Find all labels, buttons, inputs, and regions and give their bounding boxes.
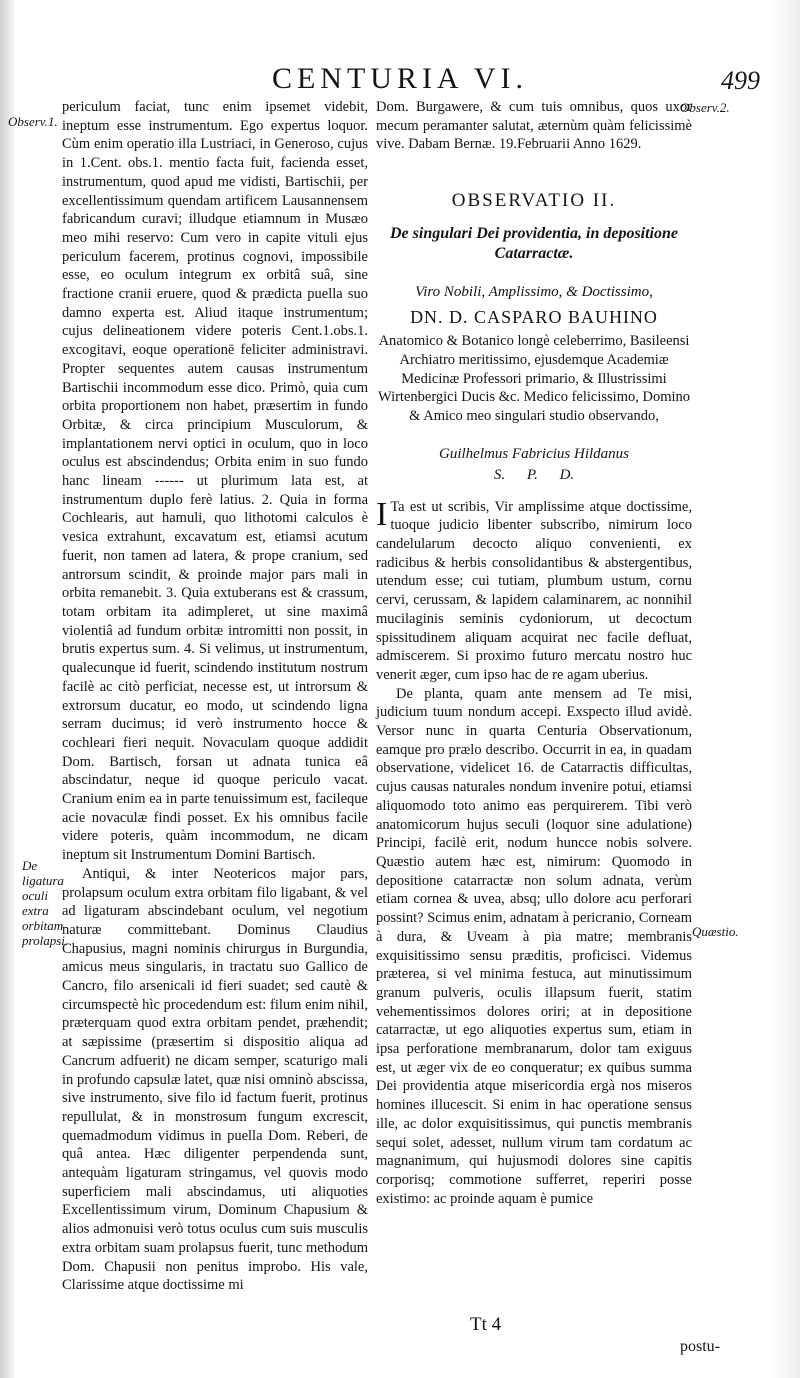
catchword: postu- xyxy=(680,1338,720,1355)
recipient-description: Anatomico & Botanico longè celeberrimo, Basileensi Archiatro meritissimo, ejusdemque Academiæ Medicinæ Professori primario, & Illustrissimi Wirtenbergici Ducis &c. Medico felicissimo, Domino & Amico meo singulari studio observando, xyxy=(377,333,691,424)
observation-title: OBSERVATIO II. xyxy=(451,190,617,212)
page-number: 499 xyxy=(721,66,760,95)
sender-name: Guilhelmus Fabricius Hildanus xyxy=(439,445,629,462)
signature-mark: Tt 4 xyxy=(470,1314,502,1335)
running-head: CENTURIA VI. xyxy=(271,62,529,95)
right-paragraph-1 xyxy=(376,495,692,685)
margin-note-observ-2: Observ.2. xyxy=(680,100,730,115)
dedication-line: Viro Nobili, Amplissimo, & Doctissimo, xyxy=(415,284,653,301)
left-column xyxy=(62,98,368,1295)
book-spine-shadow xyxy=(0,0,14,1378)
letter-closing: Dom. Burgawere, & cum tuis omnibus, quos uxor mecum peramanter salutat, æternùm quàm felicissimè vive. Dabam Bernæ. 19.Februarii Anno 1629. xyxy=(376,99,692,153)
right-column xyxy=(376,98,692,1208)
left-paragraph-1: periculum faciat, tunc enim ipsemet videbit, ineptum esse instrumentum. Ego expertus loquor. Cùm enim operatio illa Lustriaci, in Generoso, cujus in 1.Cent. obs.1. mentio facta fuit, facienda esset, instrumentum, quod apud me vidisti, Bartischii, per excellentissimum quendam artificem Lausannensem fabricandum curavi; illudque etiamnum in Musæo meo mihi reservo: Cum vero in capite vituli ejus periculum facerem, protinus cognovi, impossibile esse, eo oculum integrum ex orbitâ suâ, sine fractione cranii eruere, quod & prædicta puella suo damno experta est. Aliud itaque instrumentum; cujus delineationem videre poteris Cent.1.obs.1. excogitavi, eoque operationē feliciter administravi. Propter sequentes autem causas instrumentum Bartischii incommodum esse dico. Primò, quia cum orbita proportionem non habet, præsertim in fundo Orbitæ, & circa principium Musculorum, & implantationem nervi optici in oculum, quo in loco oculus est abscindendus; Orbita enim in suo fundo hanc lineam ------ ut plurimum lata est, at instrumentum duplo ferè latius. 2. Quia in forma Cochlearis, aut hamuli, quo lithotomi calculos è vesica extrahunt, excavatum est, etiamsi acutum fuerit, non tamen ad latera, & prope cranium, sed antrorsum scindit, & proinde major pars mali in orbita remanebit. 3. Quia extuberans est & crassum, totam orbitam ita adimpleret, ut sine maximâ violentiâ ad fundum orbitæ intromitti non possit, in brutis expertus sum. 4. Si velimus, ut instrumentum, qualecunque id fuerit, scindendo institutum nostrum facilè ac citò perficiat, necesse est, ut introrsum & extrorsum ducatur, eo modo, ut scindendo ligna serram ducimus; id verò instrumento hocce & cochleari fieri nequit. Novaculam quoque addidit Dom. Bartisch, forsan ut adnata tunica eâ abscindatur, neque id quoque periculo vacat. Cranium enim ea in parte tenuissimum est, facileque acie novaculæ findi posset. Ex his omnibus facile videre poteris, quàm incommodum, ne dicam ineptum sit Instrumentum Domini Bartisch. xyxy=(62,99,368,864)
margin-note-quaestio: Quæstio. xyxy=(692,924,739,939)
salutation-spd: S. P. D. xyxy=(493,466,575,483)
recipient-name: DN. D. CASPARO BAUHINO xyxy=(410,307,658,328)
right-paragraph-1-text: Ta est ut scribis, Vir amplissime atque doctissime, tuoque judicio libenter subscribo, nimirum loco candelularum decocto aliquo convenienti, ex radicibus & herbis consolidantibus & abstergentibus, utendum esse; cui tutiam, plumbum ustum, cornu cervi, cerussam, & lapidem calaminarem, ac nonnihil mucilaginis seminis cydoniorum, ut decoctum spissitudinem aliquam acquirat nec facile defluat, admiscerem. Si proximo futuro mercatu nostro huc venerit æger, cum ipso hac de re agam uberius. xyxy=(376,498,692,683)
right-paragraph-2: De planta, quam ante mensem ad Te misi, judicium tuum nondum accepi. Exspecto illud avidè. Versor nunc in quarta Centuria Observationum, eamque pro prælo describo. Occurrit in ea, in quadam observatione, videlicet 16. de Catarractis difficultas, cujus causas naturales nondum invenire potui, etiamsi aliquomodo toto animo eas perquirerem. Tibi verò anatomicorum hujus seculi (loquor sine adulatione) Principi, facilè erit, nodum huncce nobis solvere. Quæstio autem hæc est, nimirum: Quomodo in depositione catarractæ non solum adnata, verùm etiam cornea & uvea, absq; ullo dolore acu perforari possint? Scimus enim, adnatam à pericranio, Corneam à dura, & Uveam à pia matre; membranis exquisitissimo sensu præditis, proficisci. Videmus præterea, si vel minima festuca, aut minutissimum granum pulveris, oculis illapsum fuerit, statim vehementissimos dolores oriri; at in depositione catarractæ, ut ego aliquoties expertus sum, etiam in ipsa perforatione membranarum, dolor tam exiguus est, ut æger vix de eo conqueratur; ex quibus summa Dei providentia atque misericordia ergà nos miseros homines illucescit. Si enim in hac operatione sensus ille, ac dolor exquisitissimus, qui punctis membranis sequi solet, adesset, nullum virum tam cordatum ac magnanimum, qui hujusmodi dolores sine capitis corporisq; commotione sufferret, reperiri posse existimo: ac proinde aquam è pumice xyxy=(376,685,692,1207)
margin-note-ligatura: De ligatura oculi extra orbitam prolapsi. xyxy=(22,858,69,948)
left-paragraph-2: Antiqui, & inter Neotericos major pars, prolapsum oculum extra orbitam filo ligabant, & vel ad ligaturam abscindebant oculum, vel negotium naturæ committebant. Dominus Claudius Chapusius, magni nominis chirurgus in Burgundia, amicus meus singularis, in tractatu suo Gallico de Cancro, filo arsenicali id fieri suadet; sed cautè & circumspectè hìc procedendum est: filum enim nihil, præterquam quod extra orbitam pendet, præhendit; at sæpissime (præsertim si dispositio aliqua ad Cancrum adfuerit) ne dicam semper, scaturigo mali in profundo capsulæ latet, quæ nisi omninò abscissa, sive instrumento, sive filo id factum fuerit, protinus repullulat, & in monstrosum fungum excrescit, quemadmodum vidimus in puella Dom. Reberi, de quâ antea. Hæc diligenter perpendenda sunt, antequàm ligaturam stringamus, vel quovis modo superficiem mali abscindamus, uti aliquoties Excellentissimum virum, Dominum Chapusium & alios admonuisi verò totus oculus cum suis musculis extra orbitam suam prolapsus fuerit, tunc methodum Dom. Chapusii non penitus improbo. His vale, Clarissime atque doctissime mi xyxy=(62,865,368,1294)
drop-cap: I xyxy=(376,495,388,533)
observation-subtitle: De singulari Dei providentia, in depositione Catarractæ. xyxy=(389,225,678,263)
margin-note-observ-1: Observ.1. xyxy=(8,114,58,129)
